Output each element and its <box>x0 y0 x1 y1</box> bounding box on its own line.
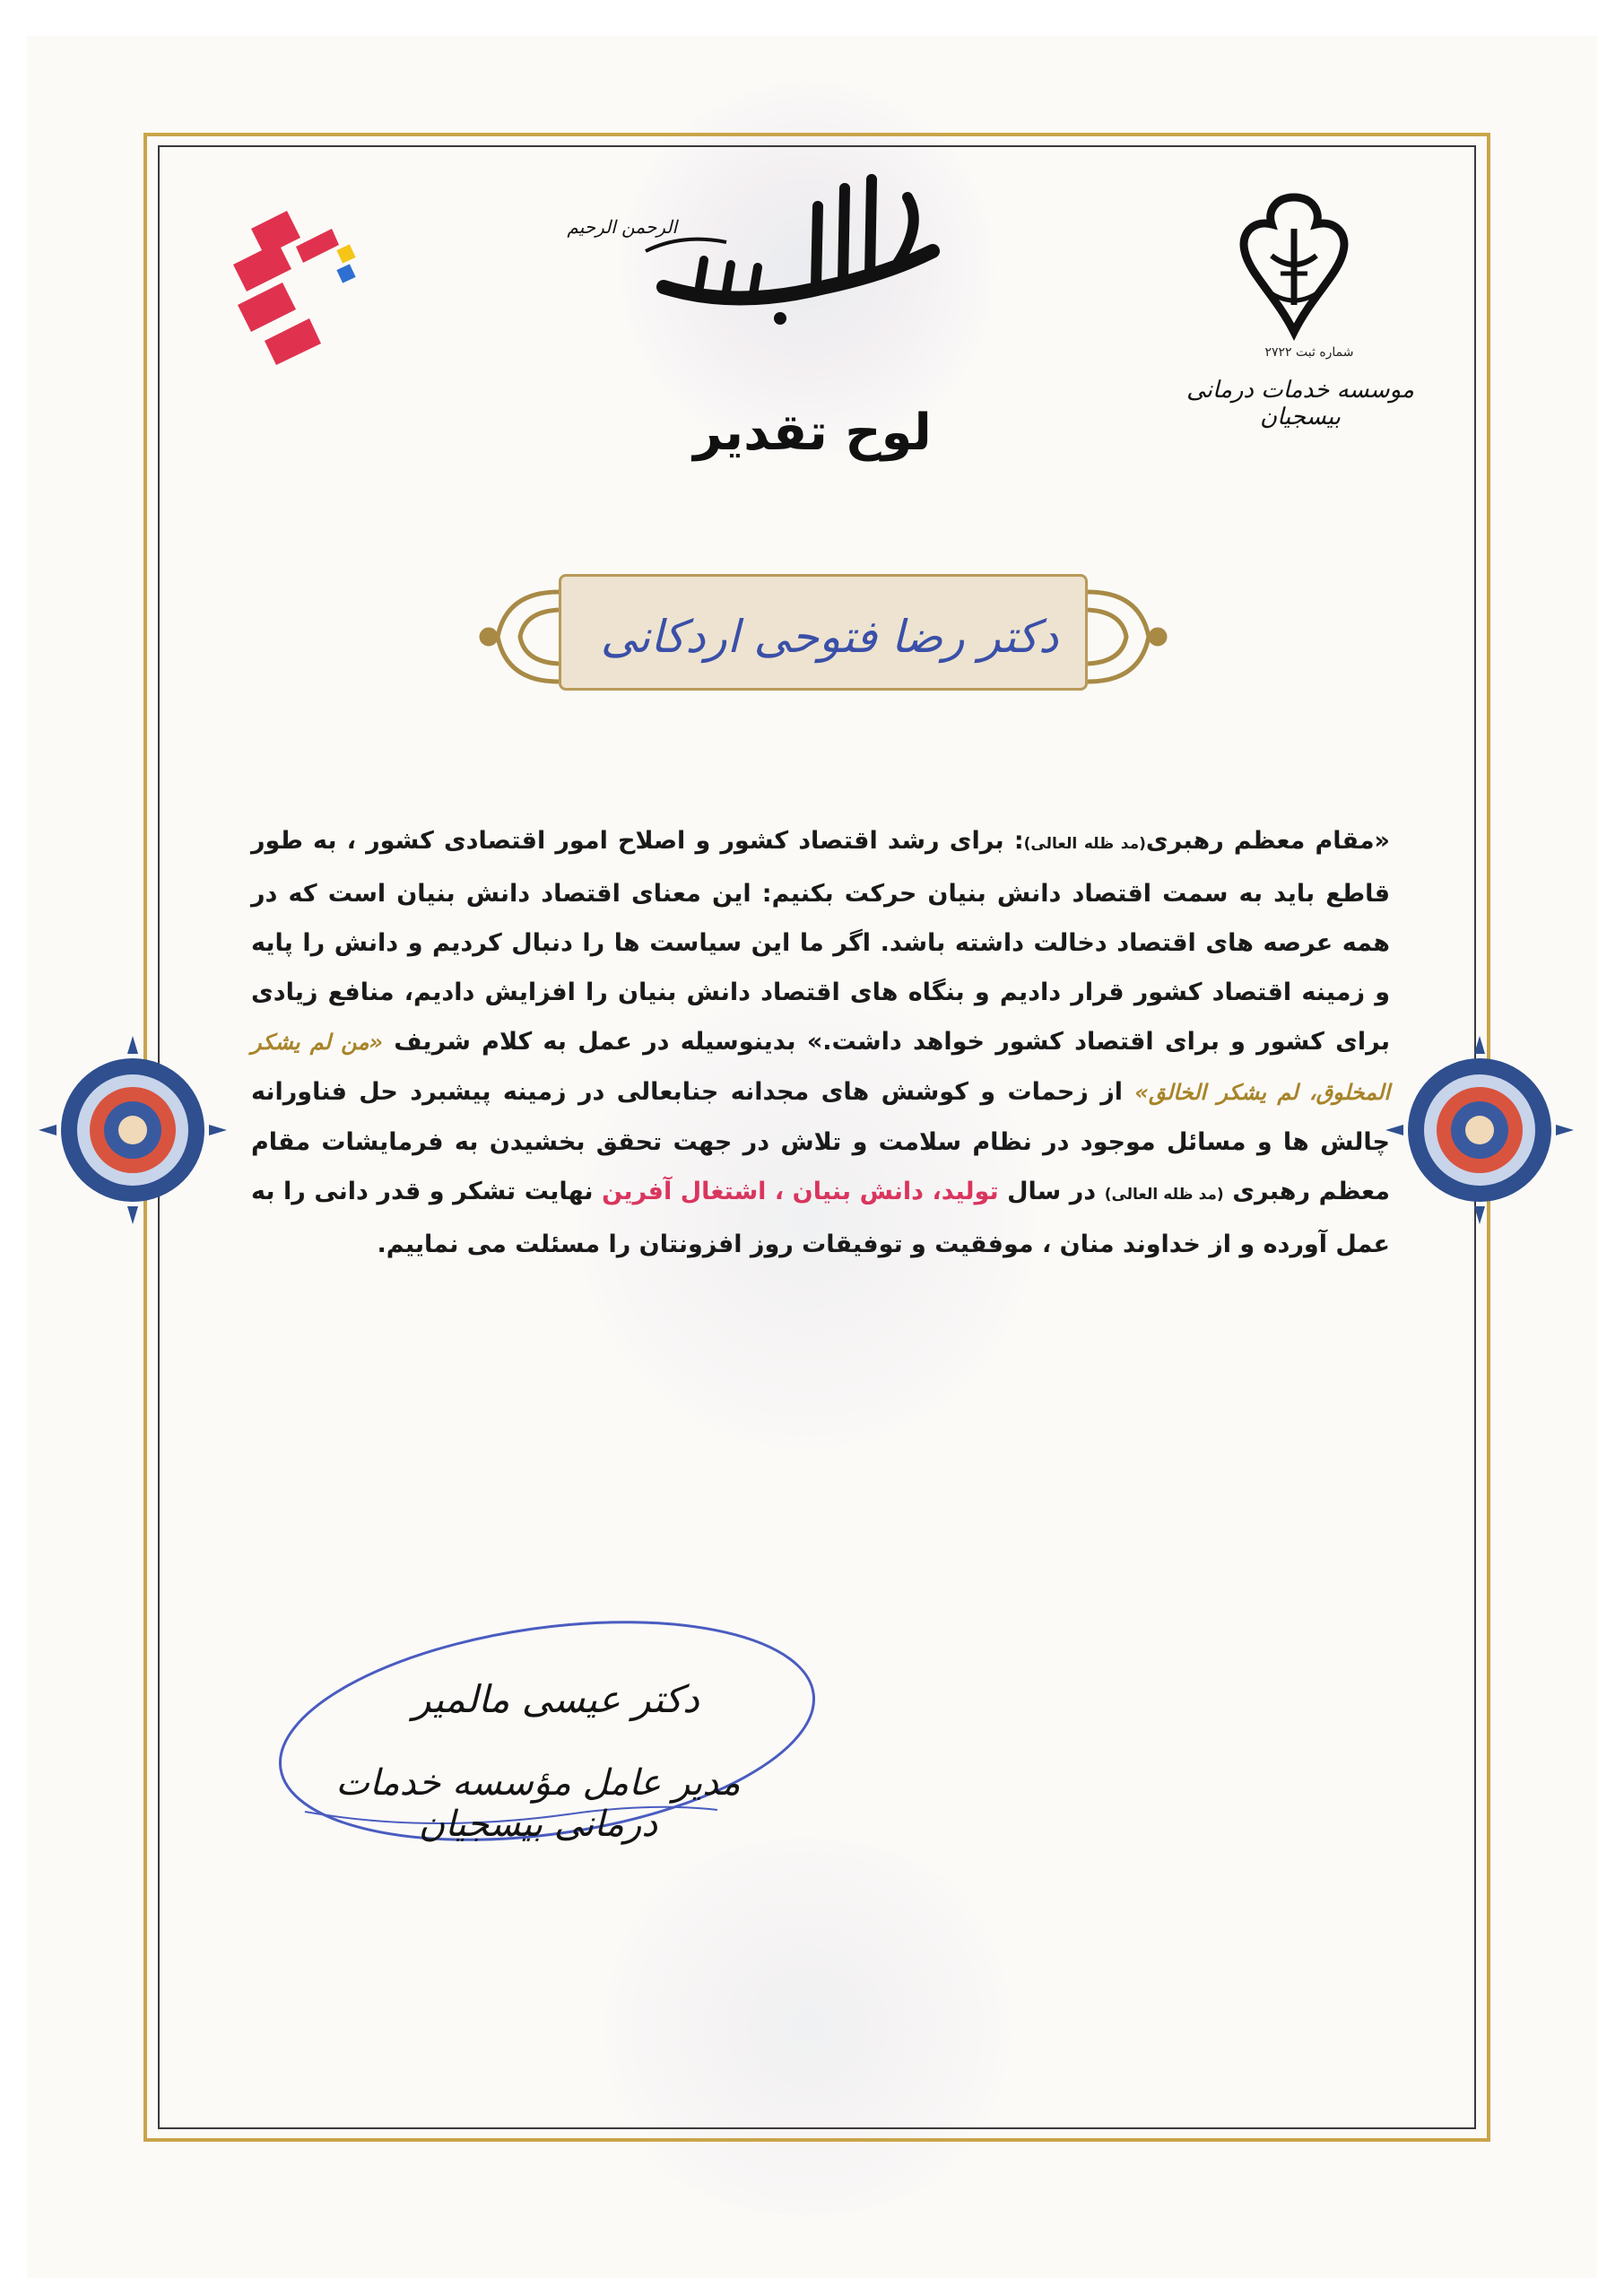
hadith-quote: «من لم یشکر المخلوق، لم یشکر الخالق» <box>251 1030 1390 1105</box>
rosette-ornament-icon <box>34 1031 231 1229</box>
certificate-body <box>251 816 1390 1269</box>
certificate-title: لوح تقدیر <box>693 404 932 462</box>
leader-quote-text: : برای رشد اقتصاد کشور و اصلاح امور اقتصادی کشور ، به طور قاطع باید به سمت اقتصاد دانش بنیان حرکت بکنیم: این معنای اقتصاد دانش بنیان است که در همه عرصه های اقتصاد دخالت داشته باشد. اگر ما این سیاست ها را دنبال کردیم و دانش را پایه و زمینه اقتصاد کشور قرار دادیم و بنگاه های اقتصاد دانش بنیان را افزایش دادیم، منافع زیادی برای کشور و برای اقتصاد کشور خواهد داشت.» <box>251 827 1391 1056</box>
honorific-note: (مد ظله العالی) <box>1023 835 1146 853</box>
svg-text:الرحمن الرحیم: الرحمن الرحیم <box>567 216 677 238</box>
gratitude-text: از زحمات و کوشش های مجدانه جنابعالی در زمینه پیشبرد حل فناورانه چالش ها و مسائل موجود در نظام سلامت و تلاش در جهت تحقق بخشیدن به فرمایشات مقام معظم رهبری <box>251 1078 1390 1205</box>
basmala-calligraphy <box>567 152 986 332</box>
rosette-ornament-icon <box>1381 1031 1578 1229</box>
registration-number: شماره ثبت ۲۷۲۲ <box>1264 345 1354 360</box>
name-cartouche <box>471 556 1170 718</box>
honorific-note: (مد ظله العالی) <box>1104 1186 1224 1204</box>
gratitude-lead: بدینوسیله در عمل به کلام شریف <box>394 1028 796 1056</box>
signatory-title: مدیر عامل مؤسسه خدمات درمانی بیسجیان <box>335 1762 741 1845</box>
year-label: در سال <box>1007 1178 1097 1205</box>
leader-quote-lead: «مقام معظم رهبری <box>1145 827 1390 855</box>
closing-text: نهایت تشکر و قدر دانی را به عمل آورده و از خداوند منان ، موفقیت و توفیقات روز افزونتان را مسئلت می نماییم. <box>251 1178 1390 1258</box>
signatory-name: دکتر عیسی مالمیر <box>413 1677 699 1721</box>
brand-logo-icon <box>215 193 368 372</box>
organization-emblem-icon <box>1227 188 1361 341</box>
signature-block <box>251 1605 825 1874</box>
organization-name: موسسه خدمات درمانی بیسجیان <box>1186 377 1414 430</box>
year-slogan: تولید، دانش بنیان ، اشتغال آفرین <box>602 1178 999 1205</box>
recipient-name: دکتر رضا فتوحی اردکانی <box>600 611 1059 663</box>
